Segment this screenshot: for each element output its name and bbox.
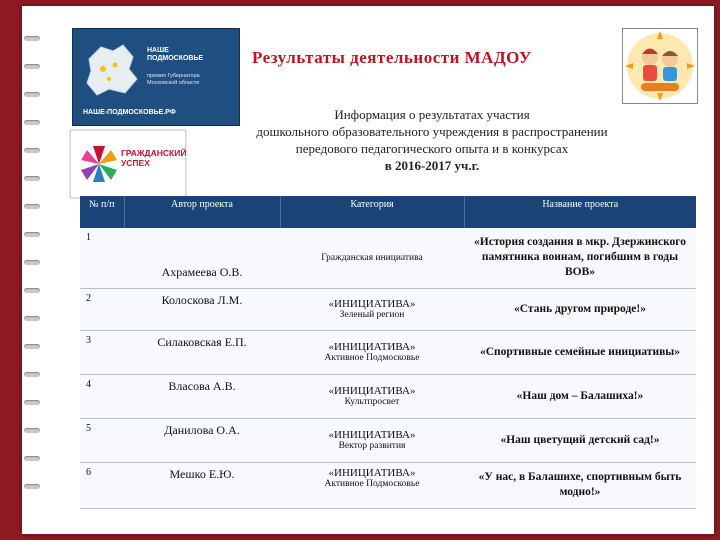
binder-hole <box>24 232 40 237</box>
binder-hole <box>24 64 40 69</box>
binder-hole <box>24 428 40 433</box>
table-row <box>80 374 696 418</box>
info-subtitle: Информация о результатах участия дошкольного образовательного учреждения в распространении передового педагогического опыта и в конкурсах в 2016-2017 уч.г. <box>256 107 608 173</box>
civic-logo-text: ГРАЖДАНСКИЙ УСПЕХ <box>121 148 187 168</box>
row-category: «ИНИЦИАТИВА» Культпросвет <box>280 374 464 418</box>
binder-hole <box>24 372 40 377</box>
row-category: Гражданская инициатива <box>280 228 464 288</box>
col-header-author: Автор проекта <box>124 196 280 228</box>
row-category: «ИНИЦИАТИВА» Зеленый регион <box>280 288 464 330</box>
row-author: Власова А.В. <box>124 374 280 418</box>
binder-hole <box>24 204 40 209</box>
table-row <box>80 330 696 374</box>
row-category: «ИНИЦИАТИВА» Активное Подмосковье <box>280 330 464 374</box>
table-row <box>80 418 696 462</box>
row-author: Ахрамеева О.В. <box>124 228 280 288</box>
col-header-category: Категория <box>280 196 464 228</box>
row-author: Колоскова Л.М. <box>124 288 280 330</box>
row-project: «Спортивные семейные инициативы» <box>464 330 696 374</box>
row-project: «Наш дом – Балашиха!» <box>464 374 696 418</box>
logo-main-description: премия Губернатора Московской области <box>147 73 200 86</box>
binder-hole <box>24 288 40 293</box>
binder-hole <box>24 260 40 265</box>
binder-hole <box>24 316 40 321</box>
row-number: 3 <box>80 330 124 374</box>
binder-hole <box>24 344 40 349</box>
binder-hole <box>24 484 40 489</box>
row-number: 5 <box>80 418 124 462</box>
col-header-number: № п/п <box>80 196 124 228</box>
row-category: «ИНИЦИАТИВА» Вектор развития <box>280 418 464 462</box>
logo-main-site: НАШЕ-ПОДМОСКОВЬЕ.РФ <box>83 109 176 116</box>
kindergarten-logo <box>622 28 698 104</box>
table-row <box>80 462 696 508</box>
pinwheel-icon <box>75 134 123 194</box>
logo-main-title: НАШЕ ПОДМОСКОВЬЕ <box>147 47 204 62</box>
row-number: 2 <box>80 288 124 330</box>
binder-hole <box>24 36 40 41</box>
table-row <box>80 288 696 330</box>
row-author: Мешко Е.Ю. <box>124 462 280 508</box>
row-project: «Стань другом природе!» <box>464 288 696 330</box>
region-map-icon <box>79 39 141 101</box>
slide-page <box>22 6 714 534</box>
row-author: Силаковская Е.П. <box>124 330 280 374</box>
row-category: «ИНИЦИАТИВА» Активное Подмосковье <box>280 462 464 508</box>
binder-hole <box>24 148 40 153</box>
binder-hole <box>24 120 40 125</box>
row-project: «Наш цветущий детский сад!» <box>464 418 696 462</box>
page-title: Результаты деятельности МАДОУ <box>252 48 532 67</box>
row-project: «У нас, в Балашихе, спортивным быть модно!» <box>464 462 696 508</box>
binder-hole <box>24 456 40 461</box>
binder-hole <box>24 176 40 181</box>
col-header-project: Название проекта <box>464 196 696 228</box>
table-row <box>80 228 696 288</box>
row-number: 4 <box>80 374 124 418</box>
grazhdansky-uspekh-logo <box>70 130 186 198</box>
row-number: 6 <box>80 462 124 508</box>
row-project: «История создания в мкр. Дзержинского памятника воинам, погибшим в годы ВОВ» <box>464 228 696 288</box>
table-header-row <box>80 196 696 228</box>
row-number: 1 <box>80 228 124 288</box>
results-table <box>80 196 696 509</box>
binder-hole <box>24 400 40 405</box>
children-logo-icon <box>623 29 697 103</box>
binder-hole <box>24 92 40 97</box>
row-author: Данилова О.А. <box>124 418 280 462</box>
